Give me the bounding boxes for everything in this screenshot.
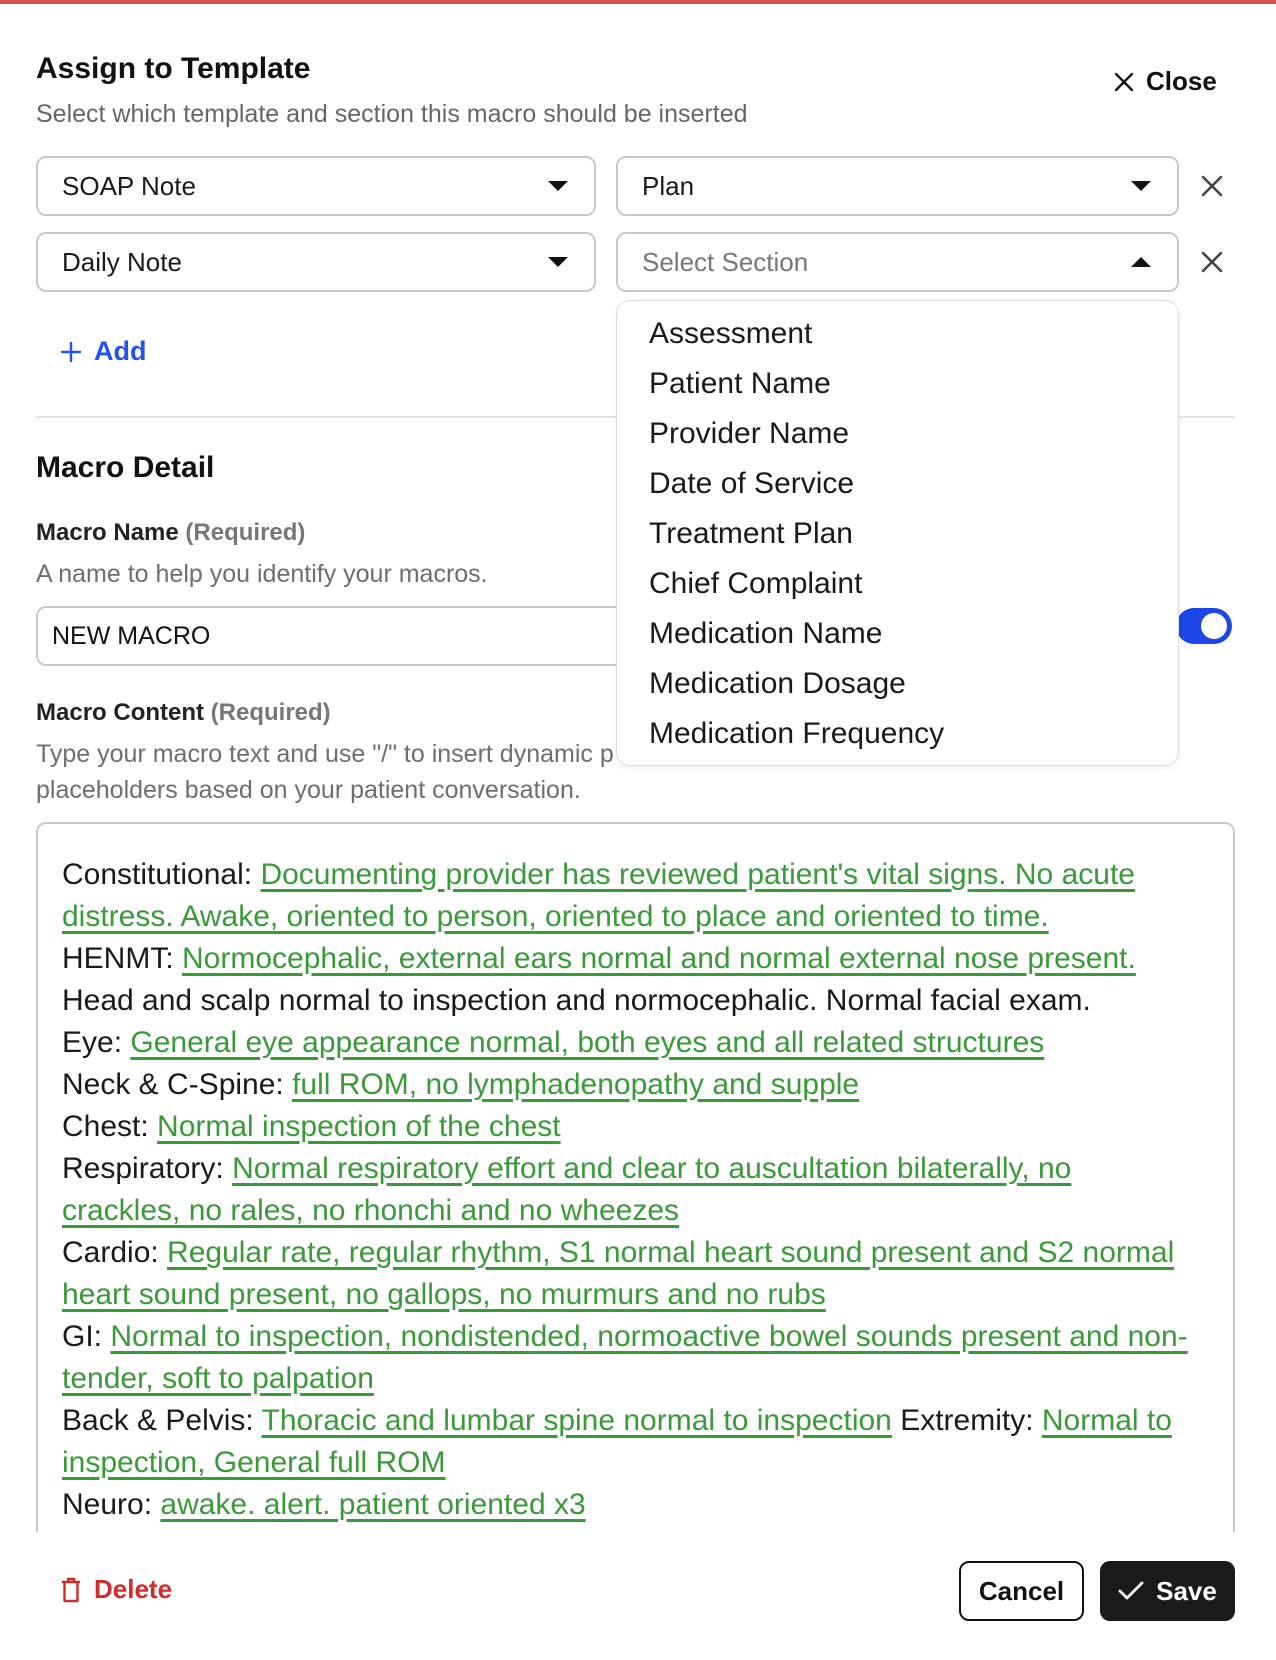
chevron-down-icon: [548, 257, 568, 267]
static-text: Back & Pelvis:: [62, 1404, 262, 1437]
close-button[interactable]: [1112, 66, 1217, 97]
macro-name-input[interactable]: [36, 606, 696, 666]
content-line: [62, 1442, 1207, 1484]
static-text: Neck & C-Spine:: [62, 1068, 293, 1101]
add-label: Add: [94, 336, 147, 366]
section-option[interactable]: Patient Name: [649, 367, 831, 400]
trash-icon: [60, 1577, 82, 1603]
remove-row-1-icon[interactable]: [1197, 171, 1227, 201]
placeholder-text: Normal inspection of the chest: [157, 1110, 561, 1143]
content-line: [62, 980, 1207, 1022]
placeholder-text: Normocephalic, external ears normal and normal external nose present.: [182, 942, 1136, 975]
placeholder-text: Normal to inspection, nondistended, normoactive bowel sounds present and non-: [110, 1320, 1188, 1353]
placeholder-text: full ROM, no lymphadenopathy and supple: [292, 1068, 860, 1101]
content-line: [62, 1484, 1207, 1526]
section-option[interactable]: Chief Complaint: [649, 567, 863, 600]
close-label: Close: [1146, 66, 1217, 96]
toggle-knob: [1201, 613, 1227, 639]
cancel-button[interactable]: Cancel: [959, 1561, 1084, 1621]
content-line: [62, 1148, 1207, 1190]
placeholder-text: inspection, General full ROM: [62, 1446, 446, 1479]
placeholder-text: Regular rate, regular rhythm, S1 normal heart sound present and S2 normal: [167, 1236, 1175, 1269]
content-line: [62, 1400, 1207, 1442]
static-text: Head and scalp normal to inspection and normocephalic. Normal facial exam.: [62, 984, 1091, 1017]
macro-name-help: A name to help you identify your macros.: [36, 560, 488, 588]
content-line: [62, 1064, 1207, 1106]
static-text: Respiratory:: [62, 1152, 233, 1185]
content-line: [62, 1358, 1207, 1400]
template-select-2[interactable]: [36, 232, 596, 292]
chevron-down-icon: [548, 181, 568, 191]
content-line: [62, 1232, 1207, 1274]
top-accent-bar: [0, 0, 1276, 4]
placeholder-text: Documenting provider has reviewed patient's vital signs. No acute: [260, 858, 1135, 891]
macro-name-label: [36, 519, 305, 547]
section-option[interactable]: Assessment: [649, 317, 813, 350]
static-text: Chest:: [62, 1110, 158, 1143]
static-text: HENMT:: [62, 942, 182, 975]
macro-name-label-text: Macro Name: [36, 519, 179, 546]
macro-content-help-line2: placeholders based on your patient conversation.: [36, 776, 581, 804]
check-icon: [1118, 1580, 1144, 1602]
section-select-1-value: Plan: [642, 170, 695, 201]
save-button[interactable]: [1100, 1561, 1235, 1621]
placeholder-text: heart sound present, no gallops, no murmurs and no rubs: [62, 1278, 826, 1311]
page-title: Assign to Template: [36, 52, 311, 85]
placeholder-text: Normal to: [1041, 1404, 1172, 1437]
macro-content-label: [36, 699, 331, 727]
section-select-2[interactable]: [616, 232, 1179, 292]
template-select-2-value: Daily Note: [62, 246, 182, 277]
static-text: Neuro:: [62, 1488, 161, 1521]
macro-active-toggle[interactable]: [1176, 608, 1232, 644]
content-line: [62, 1316, 1207, 1358]
static-text: GI:: [62, 1320, 111, 1353]
macro-content-label-text: Macro Content: [36, 699, 204, 726]
placeholder-text: General eye appearance normal, both eyes and all related structures: [130, 1026, 1045, 1059]
content-line: [62, 1106, 1207, 1148]
section-select-2-placeholder: Select Section: [642, 246, 809, 277]
section-dropdown-menu: [616, 300, 1179, 766]
content-line: [62, 896, 1207, 938]
section-option[interactable]: Medication Name: [649, 617, 883, 650]
close-icon: [1112, 70, 1136, 94]
required-tag: (Required): [210, 699, 331, 726]
macro-content-editor[interactable]: [36, 822, 1235, 1532]
chevron-up-icon: [1131, 257, 1151, 267]
section-select-1[interactable]: [616, 156, 1179, 216]
plus-icon: [60, 341, 82, 363]
template-select-1[interactable]: [36, 156, 596, 216]
static-text: Eye:: [62, 1026, 131, 1059]
required-tag: (Required): [185, 519, 306, 546]
content-line: [62, 1022, 1207, 1064]
placeholder-text: Thoracic and lumbar spine normal to inspection: [261, 1404, 892, 1437]
placeholder-text: awake. alert. patient oriented x3: [160, 1488, 586, 1521]
content-line: [62, 854, 1207, 896]
static-text: Constitutional:: [62, 858, 261, 891]
section-option[interactable]: Medication Frequency: [649, 717, 945, 750]
section-option[interactable]: Treatment Plan: [649, 517, 853, 550]
delete-label: Delete: [94, 1574, 173, 1604]
placeholder-text: tender, soft to palpation: [62, 1362, 374, 1395]
static-text: Extremity:: [891, 1404, 1042, 1437]
chevron-down-icon: [1131, 181, 1151, 191]
macro-detail-heading: Macro Detail: [36, 451, 215, 484]
content-line: [62, 1190, 1207, 1232]
save-label: Save: [1156, 1575, 1217, 1606]
add-assignment-button[interactable]: [60, 336, 146, 367]
static-text: Cardio:: [62, 1236, 168, 1269]
section-option[interactable]: Medication Dosage: [649, 667, 906, 700]
placeholder-text: Normal respiratory effort and clear to auscultation bilaterally, no: [232, 1152, 1072, 1185]
page-subtitle: Select which template and section this macro should be inserted: [36, 100, 748, 128]
macro-content-help-line1: Type your macro text and use "/" to insert dynamic p: [36, 740, 614, 768]
content-line: [62, 938, 1207, 980]
content-line: [62, 1274, 1207, 1316]
section-option[interactable]: Provider Name: [649, 417, 850, 450]
delete-button[interactable]: [60, 1574, 172, 1605]
placeholder-text: distress. Awake, oriented to person, oriented to place and oriented to time.: [62, 900, 1049, 933]
template-select-1-value: SOAP Note: [62, 170, 196, 201]
placeholder-text: crackles, no rales, no rhonchi and no wheezes: [62, 1194, 680, 1227]
section-option[interactable]: Date of Service: [649, 467, 855, 500]
remove-row-2-icon[interactable]: [1197, 247, 1227, 277]
